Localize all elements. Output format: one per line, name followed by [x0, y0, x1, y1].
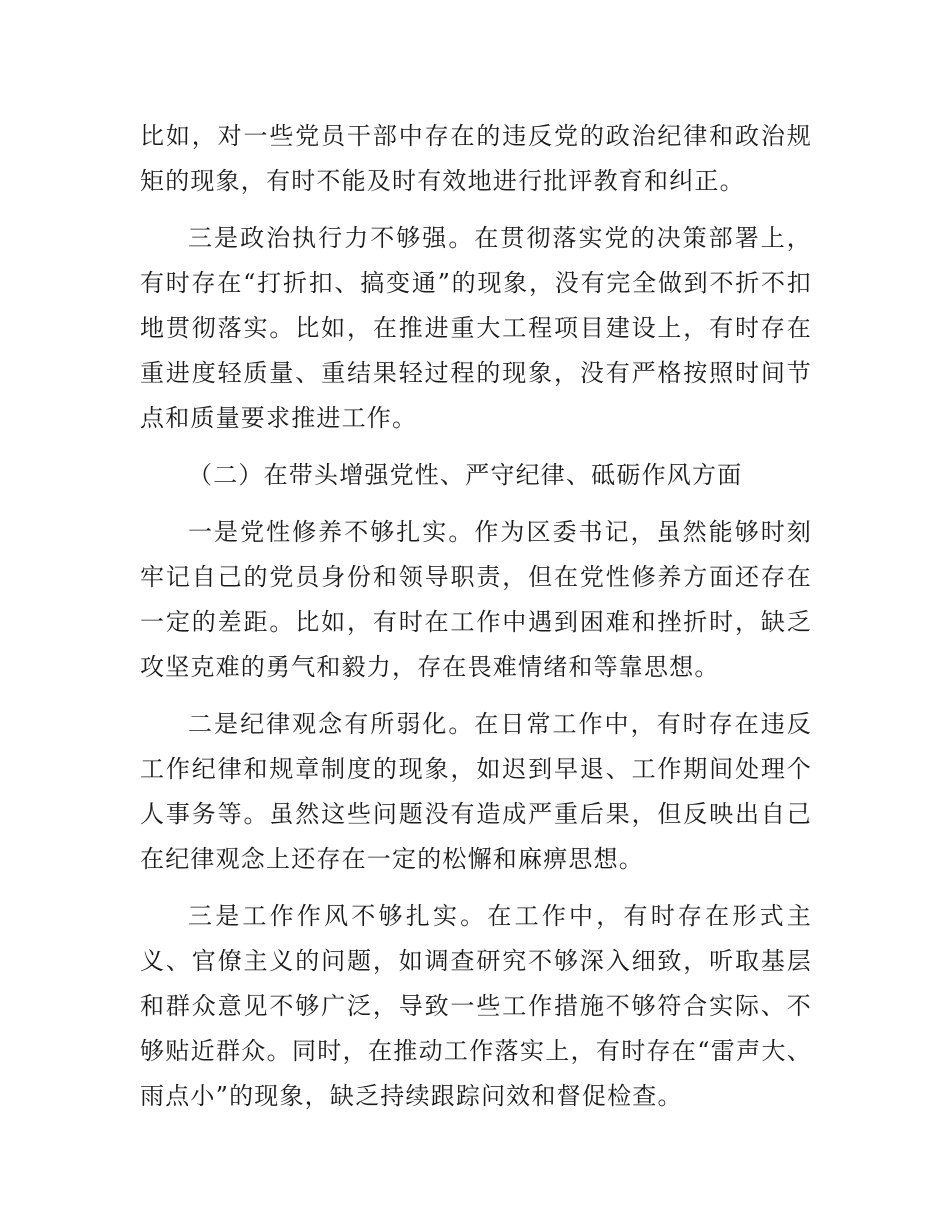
paragraph-continuation: 比如，对一些党员干部中存在的违反党的政治纪律和政治规矩的现象，有时不能及时有效地进行批评教育和纠正。 — [140, 122, 812, 195]
section-heading: （二）在带头增强党性、严守纪律、砥砺作风方面 — [188, 461, 743, 489]
paragraph-discipline: 二是纪律观念有所弱化。在日常工作中，有时存在违反工作纪律和规章制度的现象，如迟到早退、工作期间处理个人事务等。虽然这些问题没有造成严重后果，但反映出自己在纪律观念上还存在一定的松懈和麻痹思想。 — [140, 710, 812, 873]
paragraph-work-style: 三是工作作风不够扎实。在工作中，有时存在形式主义、官僚主义的问题，如调查研究不够深入细致，听取基层和群众意见不够广泛，导致一些工作措施不够符合实际、不够贴近群众。同时，在推动工作落实上，有时存在“雷声大、雨点小”的现象，缺乏持续跟踪问效和督促检查。 — [140, 902, 812, 1110]
document-body — [140, 114, 812, 1131]
paragraph-political-execution: 三是政治执行力不够强。在贯彻落实党的决策部署上，有时存在“打折扣、搞变通”的现象，没有完全做到不折不扣地贯彻落实。比如，在推进重大工程项目建设上，有时存在重进度轻质量、重结果轻过程的现象，没有严格按照时间节点和质量要求推进工作。 — [140, 224, 812, 432]
paragraph-party-spirit: 一是党性修养不够扎实。作为区委书记，虽然能够时刻牢记自己的党员身份和领导职责，但在党性修养方面还存在一定的差距。比如，有时在工作中遇到困难和挫折时，缺乏攻坚克难的勇气和毅力，存在畏难情绪和等靠思想。 — [140, 518, 812, 681]
